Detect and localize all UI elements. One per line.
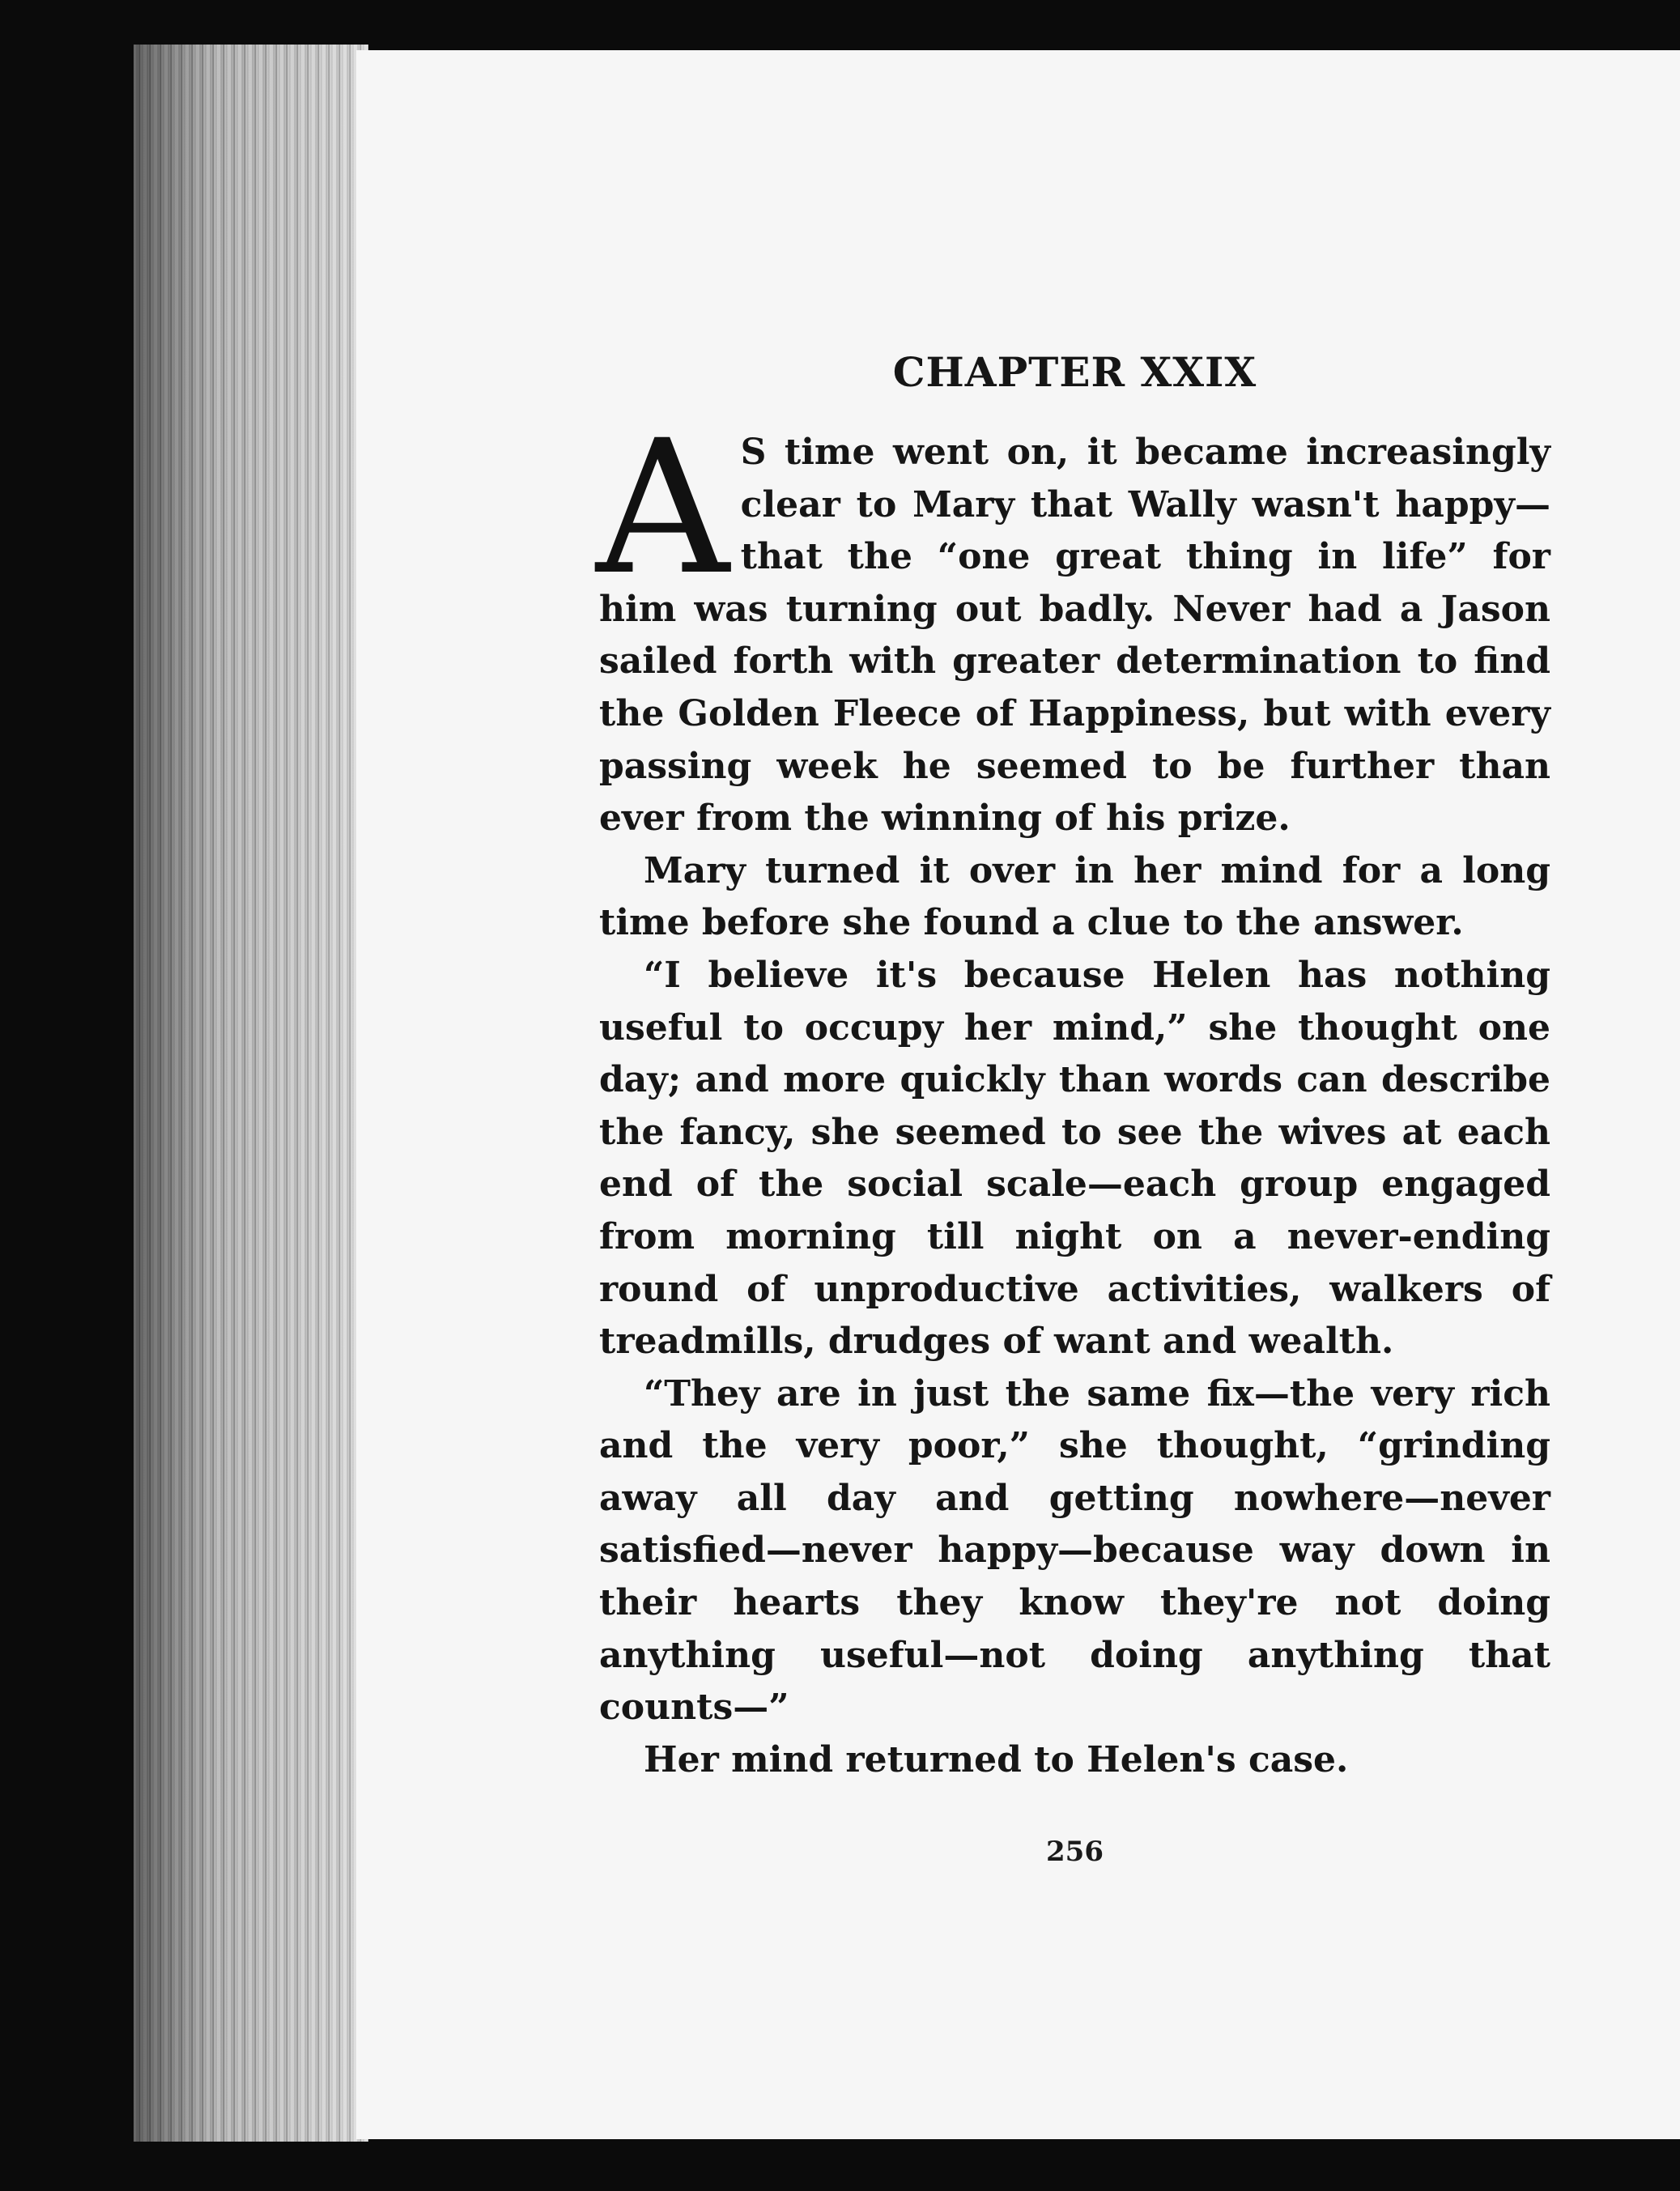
paragraph: “They are in just the same fix—the very rich and the very poor,” she thought, “grinding away all day and getting nowhere—never satisfied—never happy—because way down in their hearts they know they're not doing anything useful—not doing anything that counts—” <box>599 1372 1550 1729</box>
page-number: 256 <box>1046 1836 1104 1868</box>
page-text-block <box>596 348 1550 1786</box>
paragraph: Her mind returned to Helen's case. <box>644 1738 1349 1780</box>
paragraph: Mary turned it over in her mind for a long time before she found a clue to the answer. <box>599 849 1550 944</box>
printed-page <box>356 50 1680 2139</box>
drop-cap-letter: A <box>596 400 729 615</box>
paragraph: “I believe it's because Helen has nothing useful to occupy her mind,” she thought one day; and more quickly than words can describe the fancy, she seemed to see the wives at each end of the social scale—each group engaged from morning till night on a never-ending round of unproductive activities, walkers of treadmills, drudges of want and wealth. <box>599 954 1550 1363</box>
opening-paragraph-text: S time went on, it became increasingly clear to Mary that Wally wasn't happy—that the “one great thing in life” for him was turning out badly. Never had a Jason sailed forth with greater determination to find the Golden Fleece of Happiness, but with every passing week he seemed to be further than ever from the winning of his prize. <box>599 432 1550 840</box>
chapter-title: CHAPTER XXIX <box>892 348 1257 396</box>
opening-paragraph <box>596 400 1550 845</box>
book-page-edges <box>134 45 368 2142</box>
